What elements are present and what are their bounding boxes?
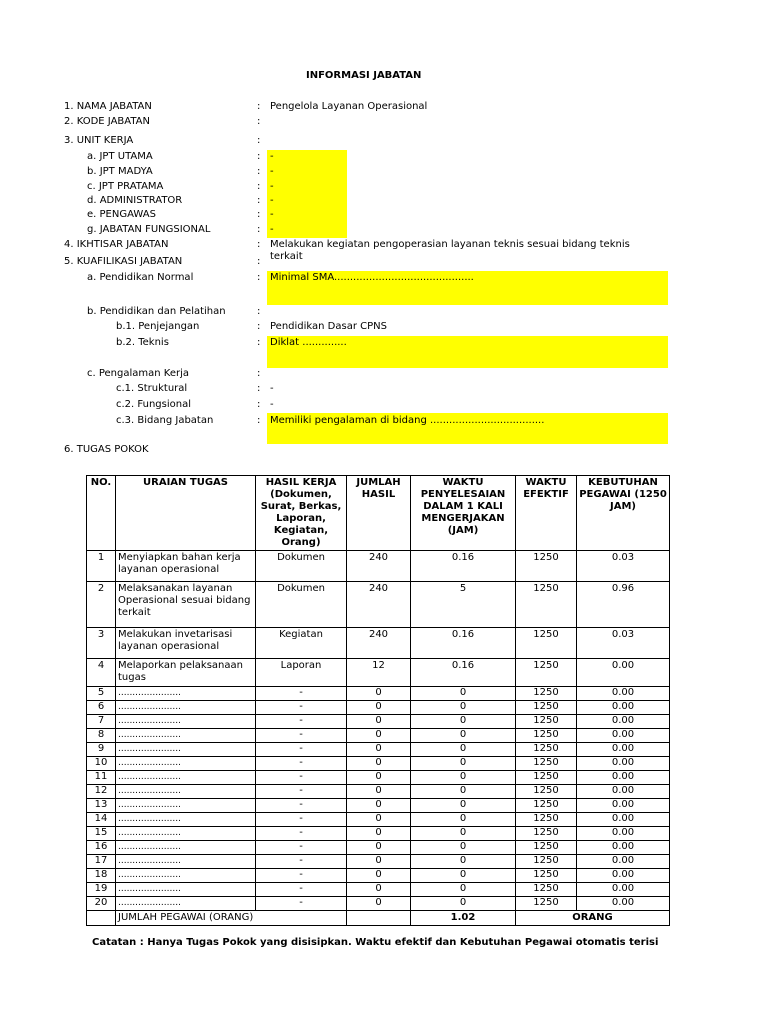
cell-kebutuhan: 0.00 [577, 701, 670, 715]
cell-waktu-efektif: 1250 [516, 785, 577, 799]
cell-no: 4 [87, 659, 116, 687]
table-row [87, 659, 670, 687]
cell-waktu-penyelesaian: 0 [411, 785, 516, 799]
colon: : [257, 195, 261, 206]
administrator-value: - [270, 195, 274, 206]
cell-jumlah-hasil: 0 [347, 897, 411, 911]
teknis-label: b.2. Teknis [116, 337, 169, 348]
cell-kebutuhan: 0.00 [577, 897, 670, 911]
cell-waktu-penyelesaian: 0 [411, 743, 516, 757]
table-row [87, 743, 670, 757]
cell-waktu-efektif: 1250 [516, 855, 577, 869]
cell-uraian: Melaksanakan layanan Operasional sesuai bidang terkait [116, 582, 256, 628]
colon: : [257, 181, 261, 192]
cell-jumlah-hasil: 0 [347, 785, 411, 799]
table-footer-row [87, 911, 670, 926]
tugas-pokok-table [86, 475, 670, 926]
cell-kebutuhan: 0.03 [577, 551, 670, 582]
cell-no: 2 [87, 582, 116, 628]
cell-kebutuhan: 0.00 [577, 729, 670, 743]
cell-no: 1 [87, 551, 116, 582]
cell-hasil-kerja: - [256, 869, 347, 883]
cell-waktu-efektif: 1250 [516, 841, 577, 855]
colon: : [257, 224, 261, 235]
cell-jumlah-hasil: 240 [347, 582, 411, 628]
footer-value: 1.02 [411, 911, 516, 926]
cell-hasil-kerja: Dokumen [256, 582, 347, 628]
cell-hasil-kerja: - [256, 771, 347, 785]
cell-no: 5 [87, 687, 116, 701]
highlight-unit-kerja [267, 150, 347, 238]
pendidikan-normal-label: a. Pendidikan Normal [87, 272, 194, 283]
cell-jumlah-hasil: 0 [347, 799, 411, 813]
jpt-pratama-label: c. JPT PRATAMA [87, 181, 164, 192]
fungsional-value: - [270, 399, 274, 410]
cell-kebutuhan: 0.00 [577, 743, 670, 757]
jpt-madya-value: - [270, 166, 274, 177]
cell-jumlah-hasil: 0 [347, 729, 411, 743]
cell-uraian: ...................... [116, 743, 256, 757]
cell-jumlah-hasil: 0 [347, 743, 411, 757]
cell-hasil-kerja: - [256, 799, 347, 813]
cell-hasil-kerja: - [256, 687, 347, 701]
footer-label: JUMLAH PEGAWAI (ORANG) [116, 911, 347, 926]
cell-uraian: Melaporkan pelaksanaan tugas [116, 659, 256, 687]
kode-jabatan-label: 2. KODE JABATAN [64, 116, 150, 127]
cell-no: 9 [87, 743, 116, 757]
cell-kebutuhan: 0.00 [577, 799, 670, 813]
colon: : [257, 151, 261, 162]
colon: : [257, 256, 261, 267]
cell-uraian: ...................... [116, 855, 256, 869]
cell-hasil-kerja: - [256, 701, 347, 715]
cell-hasil-kerja: - [256, 757, 347, 771]
cell-kebutuhan: 0.00 [577, 715, 670, 729]
cell-jumlah-hasil: 0 [347, 715, 411, 729]
cell-hasil-kerja: - [256, 883, 347, 897]
pengawas-value: - [270, 209, 274, 220]
cell-jumlah-hasil: 0 [347, 883, 411, 897]
cell-hasil-kerja: Dokumen [256, 551, 347, 582]
penjejangan-value: Pendidikan Dasar CPNS [270, 321, 387, 332]
table-row [87, 701, 670, 715]
cell-kebutuhan: 0.00 [577, 659, 670, 687]
pendidikan-normal-value: Minimal SMA............................................ [270, 272, 474, 283]
bidang-jabatan-value: Memiliki pengalaman di bidang .................................... [270, 415, 545, 426]
table-row [87, 785, 670, 799]
cell-no: 8 [87, 729, 116, 743]
cell-uraian: ...................... [116, 869, 256, 883]
table-header-row [87, 476, 670, 551]
table-row [87, 757, 670, 771]
table-row [87, 813, 670, 827]
cell-uraian: ...................... [116, 841, 256, 855]
table-row [87, 827, 670, 841]
cell-hasil-kerja: - [256, 827, 347, 841]
colon: : [257, 415, 261, 426]
colon: : [257, 209, 261, 220]
cell-jumlah-hasil: 0 [347, 855, 411, 869]
cell-jumlah-hasil: 0 [347, 869, 411, 883]
cell-waktu-efektif: 1250 [516, 897, 577, 911]
cell-waktu-efektif: 1250 [516, 883, 577, 897]
cell-no: 14 [87, 813, 116, 827]
table-row [87, 729, 670, 743]
fungsional-label: c.2. Fungsional [116, 399, 191, 410]
cell-waktu-efektif: 1250 [516, 827, 577, 841]
cell-no: 18 [87, 869, 116, 883]
cell-waktu-efektif: 1250 [516, 582, 577, 628]
cell-waktu-penyelesaian: 0 [411, 841, 516, 855]
cell-hasil-kerja: - [256, 785, 347, 799]
cell-waktu-penyelesaian: 0.16 [411, 551, 516, 582]
cell-waktu-penyelesaian: 0 [411, 883, 516, 897]
cell-kebutuhan: 0.00 [577, 883, 670, 897]
cell-waktu-efektif: 1250 [516, 551, 577, 582]
col-header-waktu-efektif: WAKTU EFEKTIF [516, 476, 577, 551]
cell-waktu-penyelesaian: 0 [411, 827, 516, 841]
cell-waktu-penyelesaian: 0.16 [411, 628, 516, 659]
cell-no: 19 [87, 883, 116, 897]
cell-waktu-penyelesaian: 0 [411, 715, 516, 729]
cell-uraian: ...................... [116, 897, 256, 911]
cell-kebutuhan: 0.00 [577, 855, 670, 869]
cell-uraian: Menyiapkan bahan kerja layanan operasional [116, 551, 256, 582]
table-row [87, 687, 670, 701]
cell-jumlah-hasil: 0 [347, 841, 411, 855]
cell-jumlah-hasil: 0 [347, 771, 411, 785]
pendidikan-pelatihan-label: b. Pendidikan dan Pelatihan [87, 306, 226, 317]
teknis-value: Diklat .............. [270, 337, 347, 348]
colon: : [257, 399, 261, 410]
pengalaman-kerja-label: c. Pengalaman Kerja [87, 368, 190, 379]
table-row [87, 628, 670, 659]
cell-waktu-efektif: 1250 [516, 771, 577, 785]
col-header-jumlah-hasil: JUMLAH HASIL [347, 476, 411, 551]
cell-waktu-penyelesaian: 0 [411, 813, 516, 827]
ikhtisar-label: 4. IKHTISAR JABATAN [64, 239, 169, 250]
nama-jabatan-value: Pengelola Layanan Operasional [270, 101, 428, 112]
colon: : [257, 116, 261, 127]
jpt-madya-label: b. JPT MADYA [87, 166, 153, 177]
cell-hasil-kerja: Laporan [256, 659, 347, 687]
table-row [87, 869, 670, 883]
cell-waktu-efektif: 1250 [516, 729, 577, 743]
cell-kebutuhan: 0.03 [577, 628, 670, 659]
jpt-utama-label: a. JPT UTAMA [87, 151, 153, 162]
colon: : [257, 337, 261, 348]
cell-uraian: ...................... [116, 799, 256, 813]
cell-no: 12 [87, 785, 116, 799]
table-row [87, 582, 670, 628]
cell-no: 11 [87, 771, 116, 785]
cell-hasil-kerja: - [256, 813, 347, 827]
table-row [87, 799, 670, 813]
cell-waktu-efektif: 1250 [516, 869, 577, 883]
colon: : [257, 135, 261, 146]
table-row [87, 771, 670, 785]
cell-uraian: ...................... [116, 757, 256, 771]
cell-hasil-kerja: Kegiatan [256, 628, 347, 659]
colon: : [257, 272, 261, 283]
cell-uraian: ...................... [116, 687, 256, 701]
cell-waktu-efektif: 1250 [516, 715, 577, 729]
table-row [87, 883, 670, 897]
cell-waktu-penyelesaian: 0 [411, 771, 516, 785]
cell-waktu-efektif: 1250 [516, 813, 577, 827]
unit-kerja-label: 3. UNIT KERJA [64, 135, 134, 146]
table-row [87, 551, 670, 582]
table-row [87, 855, 670, 869]
cell-waktu-penyelesaian: 0 [411, 799, 516, 813]
struktural-label: c.1. Struktural [116, 383, 188, 394]
cell-waktu-penyelesaian: 0 [411, 869, 516, 883]
kualifikasi-label: 5. KUAFILIKASI JABATAN [64, 256, 183, 267]
cell-uraian: ...................... [116, 701, 256, 715]
cell-hasil-kerja: - [256, 841, 347, 855]
cell-waktu-penyelesaian: 0 [411, 729, 516, 743]
cell-no: 6 [87, 701, 116, 715]
cell-waktu-penyelesaian: 0 [411, 687, 516, 701]
cell-uraian: ...................... [116, 827, 256, 841]
footer-unit: ORANG [516, 911, 670, 926]
cell-kebutuhan: 0.00 [577, 827, 670, 841]
cell-hasil-kerja: - [256, 729, 347, 743]
cell-uraian: ...................... [116, 785, 256, 799]
cell-no: 17 [87, 855, 116, 869]
ikhtisar-value: Melakukan kegiatan pengoperasian layanan teknis sesuai bidang teknis terkait [270, 239, 630, 262]
cell-waktu-efektif: 1250 [516, 799, 577, 813]
pengawas-label: e. PENGAWAS [87, 209, 156, 220]
cell-waktu-efektif: 1250 [516, 659, 577, 687]
cell-jumlah-hasil: 240 [347, 628, 411, 659]
colon: : [257, 321, 261, 332]
table-row [87, 841, 670, 855]
administrator-label: d. ADMINISTRATOR [87, 195, 183, 206]
jpt-pratama-value: - [270, 181, 274, 192]
cell-no: 3 [87, 628, 116, 659]
cell-no: 15 [87, 827, 116, 841]
page-title: INFORMASI JABATAN [306, 70, 422, 81]
cell-no: 10 [87, 757, 116, 771]
cell-jumlah-hasil: 0 [347, 701, 411, 715]
colon: : [257, 239, 261, 250]
cell-hasil-kerja: - [256, 743, 347, 757]
cell-waktu-penyelesaian: 0 [411, 701, 516, 715]
colon: : [257, 166, 261, 177]
cell-no: 13 [87, 799, 116, 813]
cell-waktu-efektif: 1250 [516, 701, 577, 715]
col-header-hasil-kerja: HASIL KERJA (Dokumen, Surat, Berkas, Laporan, Kegiatan, Orang) [256, 476, 347, 551]
cell-waktu-penyelesaian: 0 [411, 757, 516, 771]
col-header-kebutuhan-pegawai: KEBUTUHAN PEGAWAI (1250 JAM) [577, 476, 670, 551]
penjejangan-label: b.1. Penjejangan [116, 321, 200, 332]
cell-jumlah-hasil: 12 [347, 659, 411, 687]
cell-waktu-efektif: 1250 [516, 628, 577, 659]
cell-no: 7 [87, 715, 116, 729]
cell-hasil-kerja: - [256, 897, 347, 911]
cell-uraian: ...................... [116, 883, 256, 897]
table-row [87, 715, 670, 729]
cell-kebutuhan: 0.00 [577, 771, 670, 785]
col-header-no: NO. [87, 476, 116, 551]
cell-kebutuhan: 0.00 [577, 869, 670, 883]
cell-kebutuhan: 0.00 [577, 785, 670, 799]
cell-kebutuhan: 0.00 [577, 841, 670, 855]
cell-jumlah-hasil: 0 [347, 687, 411, 701]
cell-kebutuhan: 0.00 [577, 687, 670, 701]
jabatan-fungsional-label: g. JABATAN FUNGSIONAL [87, 224, 211, 235]
cell-jumlah-hasil: 240 [347, 551, 411, 582]
cell-jumlah-hasil: 0 [347, 827, 411, 841]
cell-kebutuhan: 0.00 [577, 757, 670, 771]
colon: : [257, 368, 261, 379]
cell-no: 20 [87, 897, 116, 911]
tugas-pokok-label: 6. TUGAS POKOK [64, 444, 149, 455]
colon: : [257, 306, 261, 317]
cell-jumlah-hasil: 0 [347, 813, 411, 827]
cell-waktu-efektif: 1250 [516, 687, 577, 701]
cell-waktu-penyelesaian: 0.16 [411, 659, 516, 687]
col-header-waktu-penyelesaian: WAKTU PENYELESAIAN DALAM 1 KALI MENGERJAKAN (JAM) [411, 476, 516, 551]
cell-waktu-efektif: 1250 [516, 757, 577, 771]
struktural-value: - [270, 383, 274, 394]
jabatan-fungsional-value: - [270, 224, 274, 235]
cell-no: 16 [87, 841, 116, 855]
table-row [87, 897, 670, 911]
cell-waktu-penyelesaian: 0 [411, 897, 516, 911]
cell-uraian: Melakukan invetarisasi layanan operasional [116, 628, 256, 659]
cell-uraian: ...................... [116, 715, 256, 729]
cell-uraian: ...................... [116, 771, 256, 785]
cell-waktu-penyelesaian: 5 [411, 582, 516, 628]
cell-hasil-kerja: - [256, 855, 347, 869]
cell-waktu-efektif: 1250 [516, 743, 577, 757]
cell-hasil-kerja: - [256, 715, 347, 729]
cell-waktu-penyelesaian: 0 [411, 855, 516, 869]
note-text: Catatan : Hanya Tugas Pokok yang disisipkan. Waktu efektif dan Kebutuhan Pegawai otomatis terisi [92, 937, 659, 948]
cell-jumlah-hasil: 0 [347, 757, 411, 771]
cell-kebutuhan: 0.96 [577, 582, 670, 628]
jpt-utama-value: - [270, 151, 274, 162]
bidang-jabatan-label: c.3. Bidang Jabatan [116, 415, 214, 426]
cell-uraian: ...................... [116, 813, 256, 827]
cell-uraian: ...................... [116, 729, 256, 743]
col-header-uraian: URAIAN TUGAS [116, 476, 256, 551]
nama-jabatan-label: 1. NAMA JABATAN [64, 101, 152, 112]
colon: : [257, 383, 261, 394]
cell-kebutuhan: 0.00 [577, 813, 670, 827]
colon: : [257, 101, 261, 112]
